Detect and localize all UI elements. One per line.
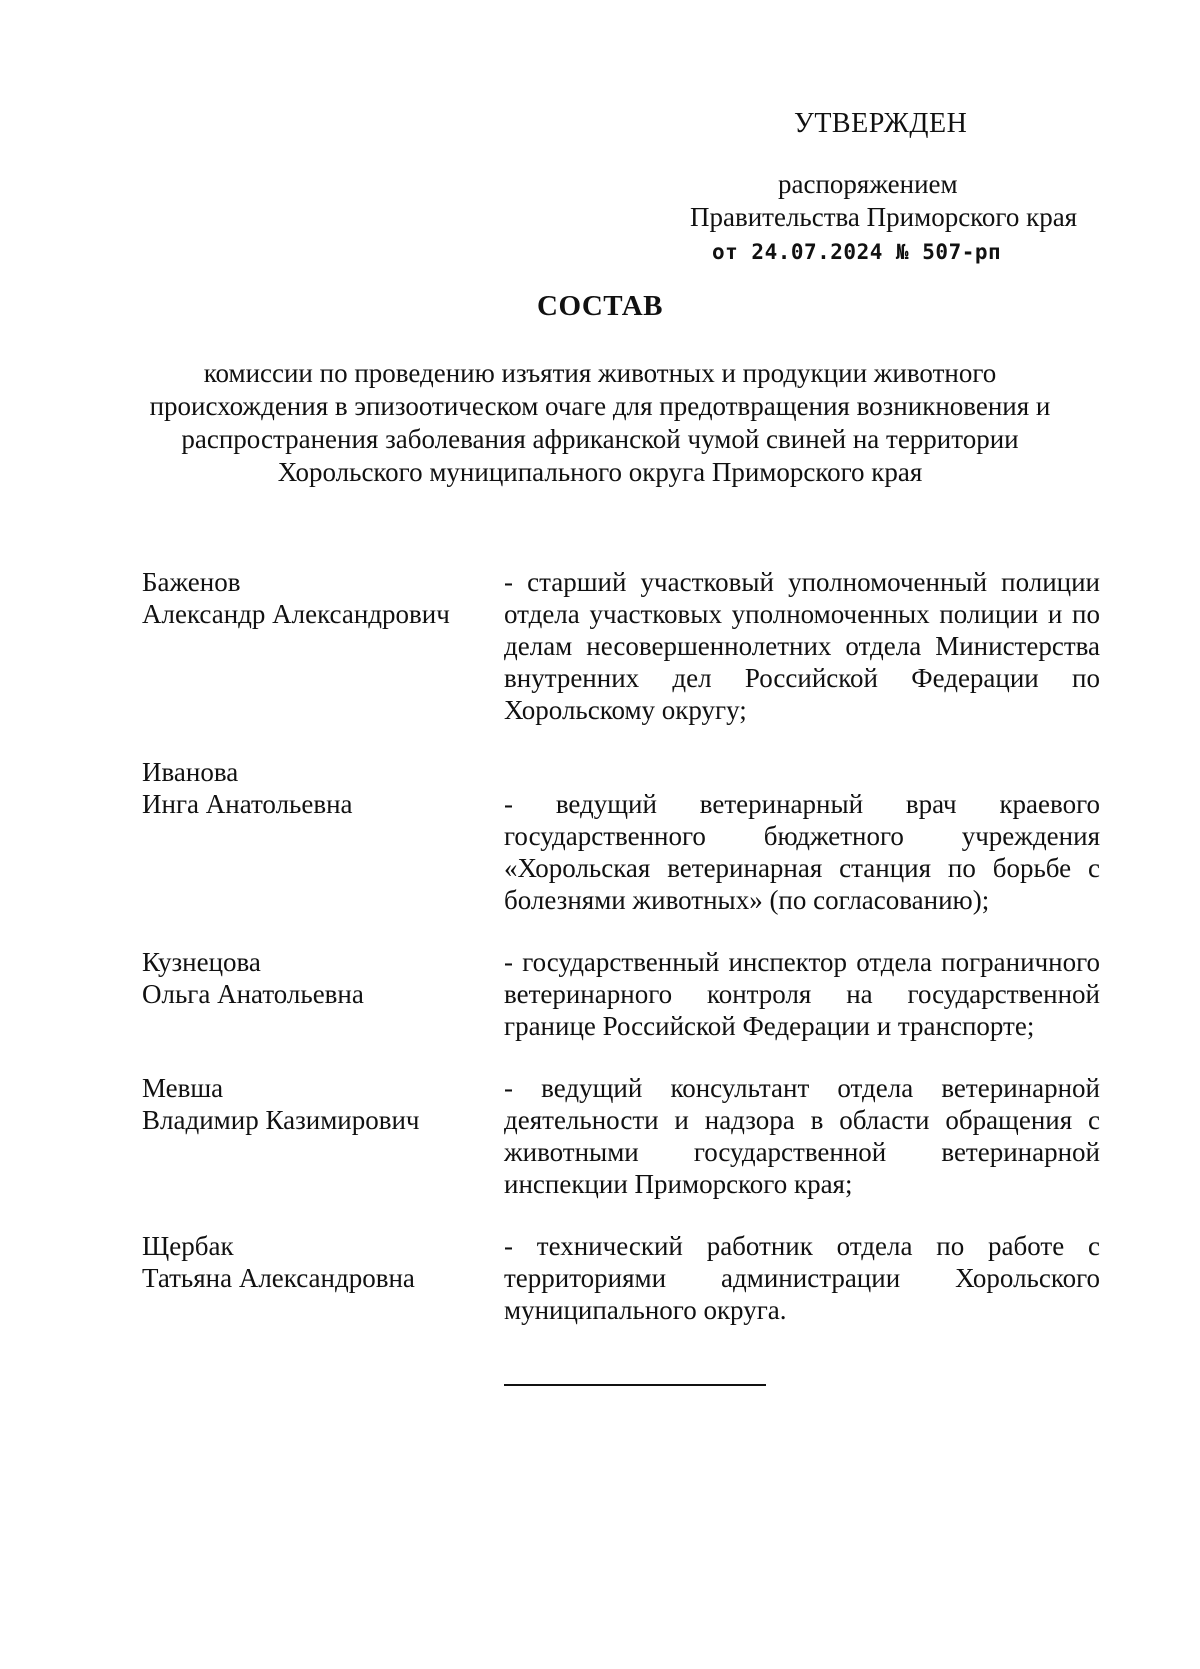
order-line-1: распоряжением bbox=[778, 169, 958, 199]
member-role: - старший участковый уполномоченный полиции отдела участковых уполномоченных полиции и по делам несовершеннолетних отдела Министерства внутренних дел Российской Федерации по Хорольскому округу; bbox=[504, 567, 1100, 725]
member-given-names: Инга Анатольевна bbox=[142, 789, 353, 819]
member-name bbox=[142, 1072, 504, 1200]
member-surname: Кузнецова bbox=[142, 947, 261, 977]
member-role: - государственный инспектор отдела пограничного ветеринарного контроля на государственной границе Российской Федерации и транспорте; bbox=[504, 947, 1100, 1041]
member-surname: Баженов bbox=[142, 567, 241, 597]
members-list bbox=[142, 566, 1100, 1356]
member-row bbox=[142, 1230, 1100, 1326]
order-reference bbox=[690, 168, 1110, 269]
member-name bbox=[142, 946, 504, 1042]
subtitle-line-1: комиссии по проведению изъятия животных и продукции животного bbox=[203, 358, 997, 388]
approved-stamp-heading: УТВЕРЖДЕН bbox=[794, 108, 968, 139]
closing-rule-line bbox=[504, 1384, 766, 1386]
order-number-date: от 24.07.2024 № 507-рп bbox=[712, 240, 1002, 264]
member-role: - ведущий консультант отдела ветеринарной деятельности и надзора в области обращения с животными государственной ветеринарной инспекции Приморского края; bbox=[504, 1073, 1100, 1199]
subtitle-line-3: распространения заболевания африканской чумой свиней на территории bbox=[181, 424, 1019, 454]
order-line-2: Правительства Приморского края bbox=[690, 202, 1078, 232]
member-row bbox=[142, 756, 1100, 916]
document-subtitle bbox=[130, 357, 1070, 489]
member-name bbox=[142, 1230, 504, 1326]
member-row bbox=[142, 566, 1100, 726]
member-surname: Мевша bbox=[142, 1073, 224, 1103]
member-role: - ведущий ветеринарный врач краевого государственного бюджетного учреждения «Хорольская ветеринарная станция по борьбе с болезнями животных» (по согласованию); bbox=[504, 789, 1100, 915]
member-given-names: Владимир Казимирович bbox=[142, 1105, 420, 1135]
member-surname: Иванова bbox=[142, 757, 239, 787]
subtitle-line-2: происхождения в эпизоотическом очаге для предотвращения возникновения и bbox=[149, 391, 1051, 421]
member-row bbox=[142, 946, 1100, 1042]
member-given-names: Татьяна Александровна bbox=[142, 1263, 415, 1293]
document-title: СОСТАВ bbox=[537, 290, 663, 322]
member-role: - технический работник отдела по работе с территориями администрации Хорольского муниципального округа. bbox=[504, 1231, 1100, 1325]
member-name bbox=[142, 756, 504, 916]
member-surname: Щербак bbox=[142, 1231, 234, 1261]
member-given-names: Александр Александрович bbox=[142, 599, 450, 629]
member-row bbox=[142, 1072, 1100, 1200]
subtitle-line-4: Хорольского муниципального округа Приморского края bbox=[277, 457, 923, 487]
member-given-names: Ольга Анатольевна bbox=[142, 979, 364, 1009]
member-name bbox=[142, 566, 504, 726]
